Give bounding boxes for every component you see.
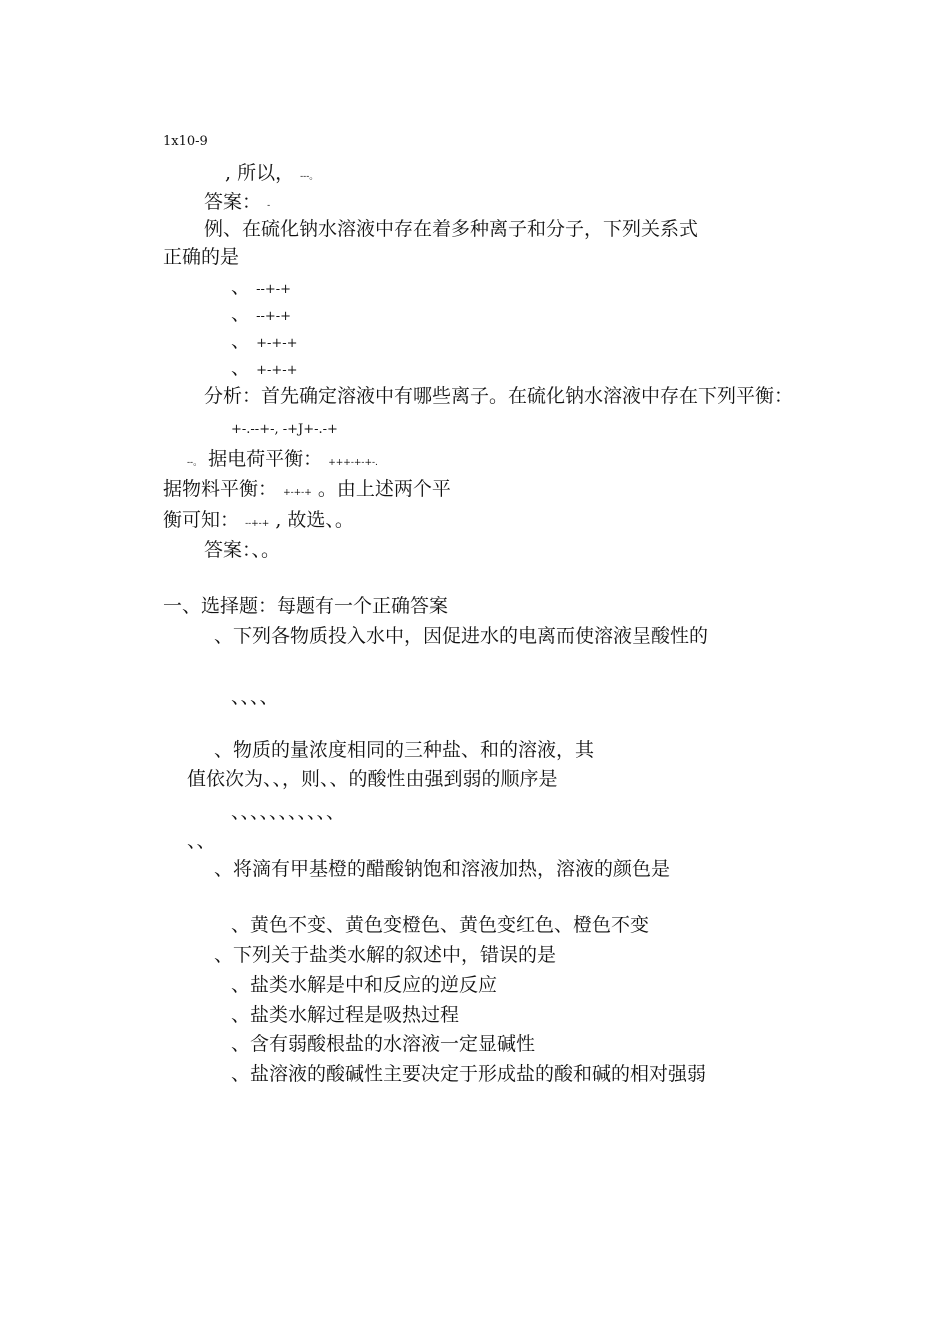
text-line xyxy=(163,127,208,154)
value-text: 1x10-9 xyxy=(163,134,208,149)
text-line xyxy=(163,477,451,505)
line-text: 。由上述两个平 xyxy=(317,478,451,500)
symbol-text: --+-+ xyxy=(256,309,292,324)
symbol-text: ---。 xyxy=(300,172,319,182)
section-heading: 一、选择题：每题有一个正确答案 xyxy=(163,595,449,617)
line-text: , 故选、。 xyxy=(275,509,354,531)
option-marker: 、 xyxy=(231,276,251,298)
question-3: 、将滴有甲基橙的醋酸钠饱和溶液加热，溶液的颜色是 xyxy=(214,858,671,880)
symbol-text: --+-+ xyxy=(256,282,292,297)
line-text: 答案： xyxy=(204,191,262,213)
option-line xyxy=(231,275,291,302)
option-line xyxy=(231,302,291,329)
text-line: 分析：首先确定溶液中有哪些离子。在硫化钠水溶液中存在下列平衡： xyxy=(204,385,794,407)
option-line xyxy=(231,329,298,356)
text-line xyxy=(187,447,378,475)
symbol-text: +-+-+ xyxy=(256,363,298,378)
symbol-text: +-+-+ xyxy=(256,336,298,351)
text-line: 答案：、。 xyxy=(204,539,281,561)
question-4-option-b: 、盐类水解过程是吸热过程 xyxy=(231,1004,460,1026)
line-text: 据物料平衡： xyxy=(163,478,278,500)
text-line xyxy=(231,415,338,442)
symbol-text: --。 xyxy=(187,458,203,468)
text-line: 例、在硫化钠水溶液中存在着多种离子和分子，下列关系式 xyxy=(204,218,699,240)
text-line xyxy=(225,161,318,189)
question-4: 、下列关于盐类水解的叙述中，错误的是 xyxy=(214,944,557,966)
option-marker: 、 xyxy=(231,303,251,325)
question-4-option-a: 、盐类水解是中和反应的逆反应 xyxy=(231,974,498,996)
question-3-options: 、黄色不变、黄色变橙色、黄色变红色、橙色不变 xyxy=(231,914,650,936)
option-marker: 、 xyxy=(231,357,251,379)
line-text: 据电荷平衡： xyxy=(208,448,323,470)
question-1-options: 、、、、 xyxy=(231,686,279,708)
symbol-text: --+-+ xyxy=(245,519,270,529)
question-2-cont: 值依次为、、，则、、的酸性由强到弱的顺序是 xyxy=(187,768,558,790)
question-2-options: 、、、、、、、、、、、 xyxy=(231,801,346,823)
line-text: , 所以， xyxy=(225,162,295,184)
equation-text: +-.--+-, -+J+-.-+ xyxy=(231,422,338,437)
question-4-option-c: 、含有弱酸根盐的水溶液一定显碱性 xyxy=(231,1033,536,1055)
option-line xyxy=(231,356,298,383)
line-text: 衡可知： xyxy=(163,509,240,531)
option-marker: 、 xyxy=(231,330,251,352)
question-2-options-cont: 、、 xyxy=(187,830,216,852)
symbol-text: +++-+-+-. xyxy=(328,458,378,468)
question-4-option-d: 、盐溶液的酸碱性主要决定于形成盐的酸和碱的相对强弱 xyxy=(231,1063,707,1085)
symbol-text: +-+-+ xyxy=(283,488,312,498)
symbol-text: - xyxy=(267,201,271,211)
text-line xyxy=(163,508,354,536)
text-line xyxy=(204,190,270,218)
text-line: 正确的是 xyxy=(163,246,240,268)
question-2: 、物质的量浓度相同的三种盐、和的溶液，其 xyxy=(214,739,595,761)
question-1: 、下列各物质投入水中，因促进水的电离而使溶液呈酸性的 xyxy=(214,625,709,647)
